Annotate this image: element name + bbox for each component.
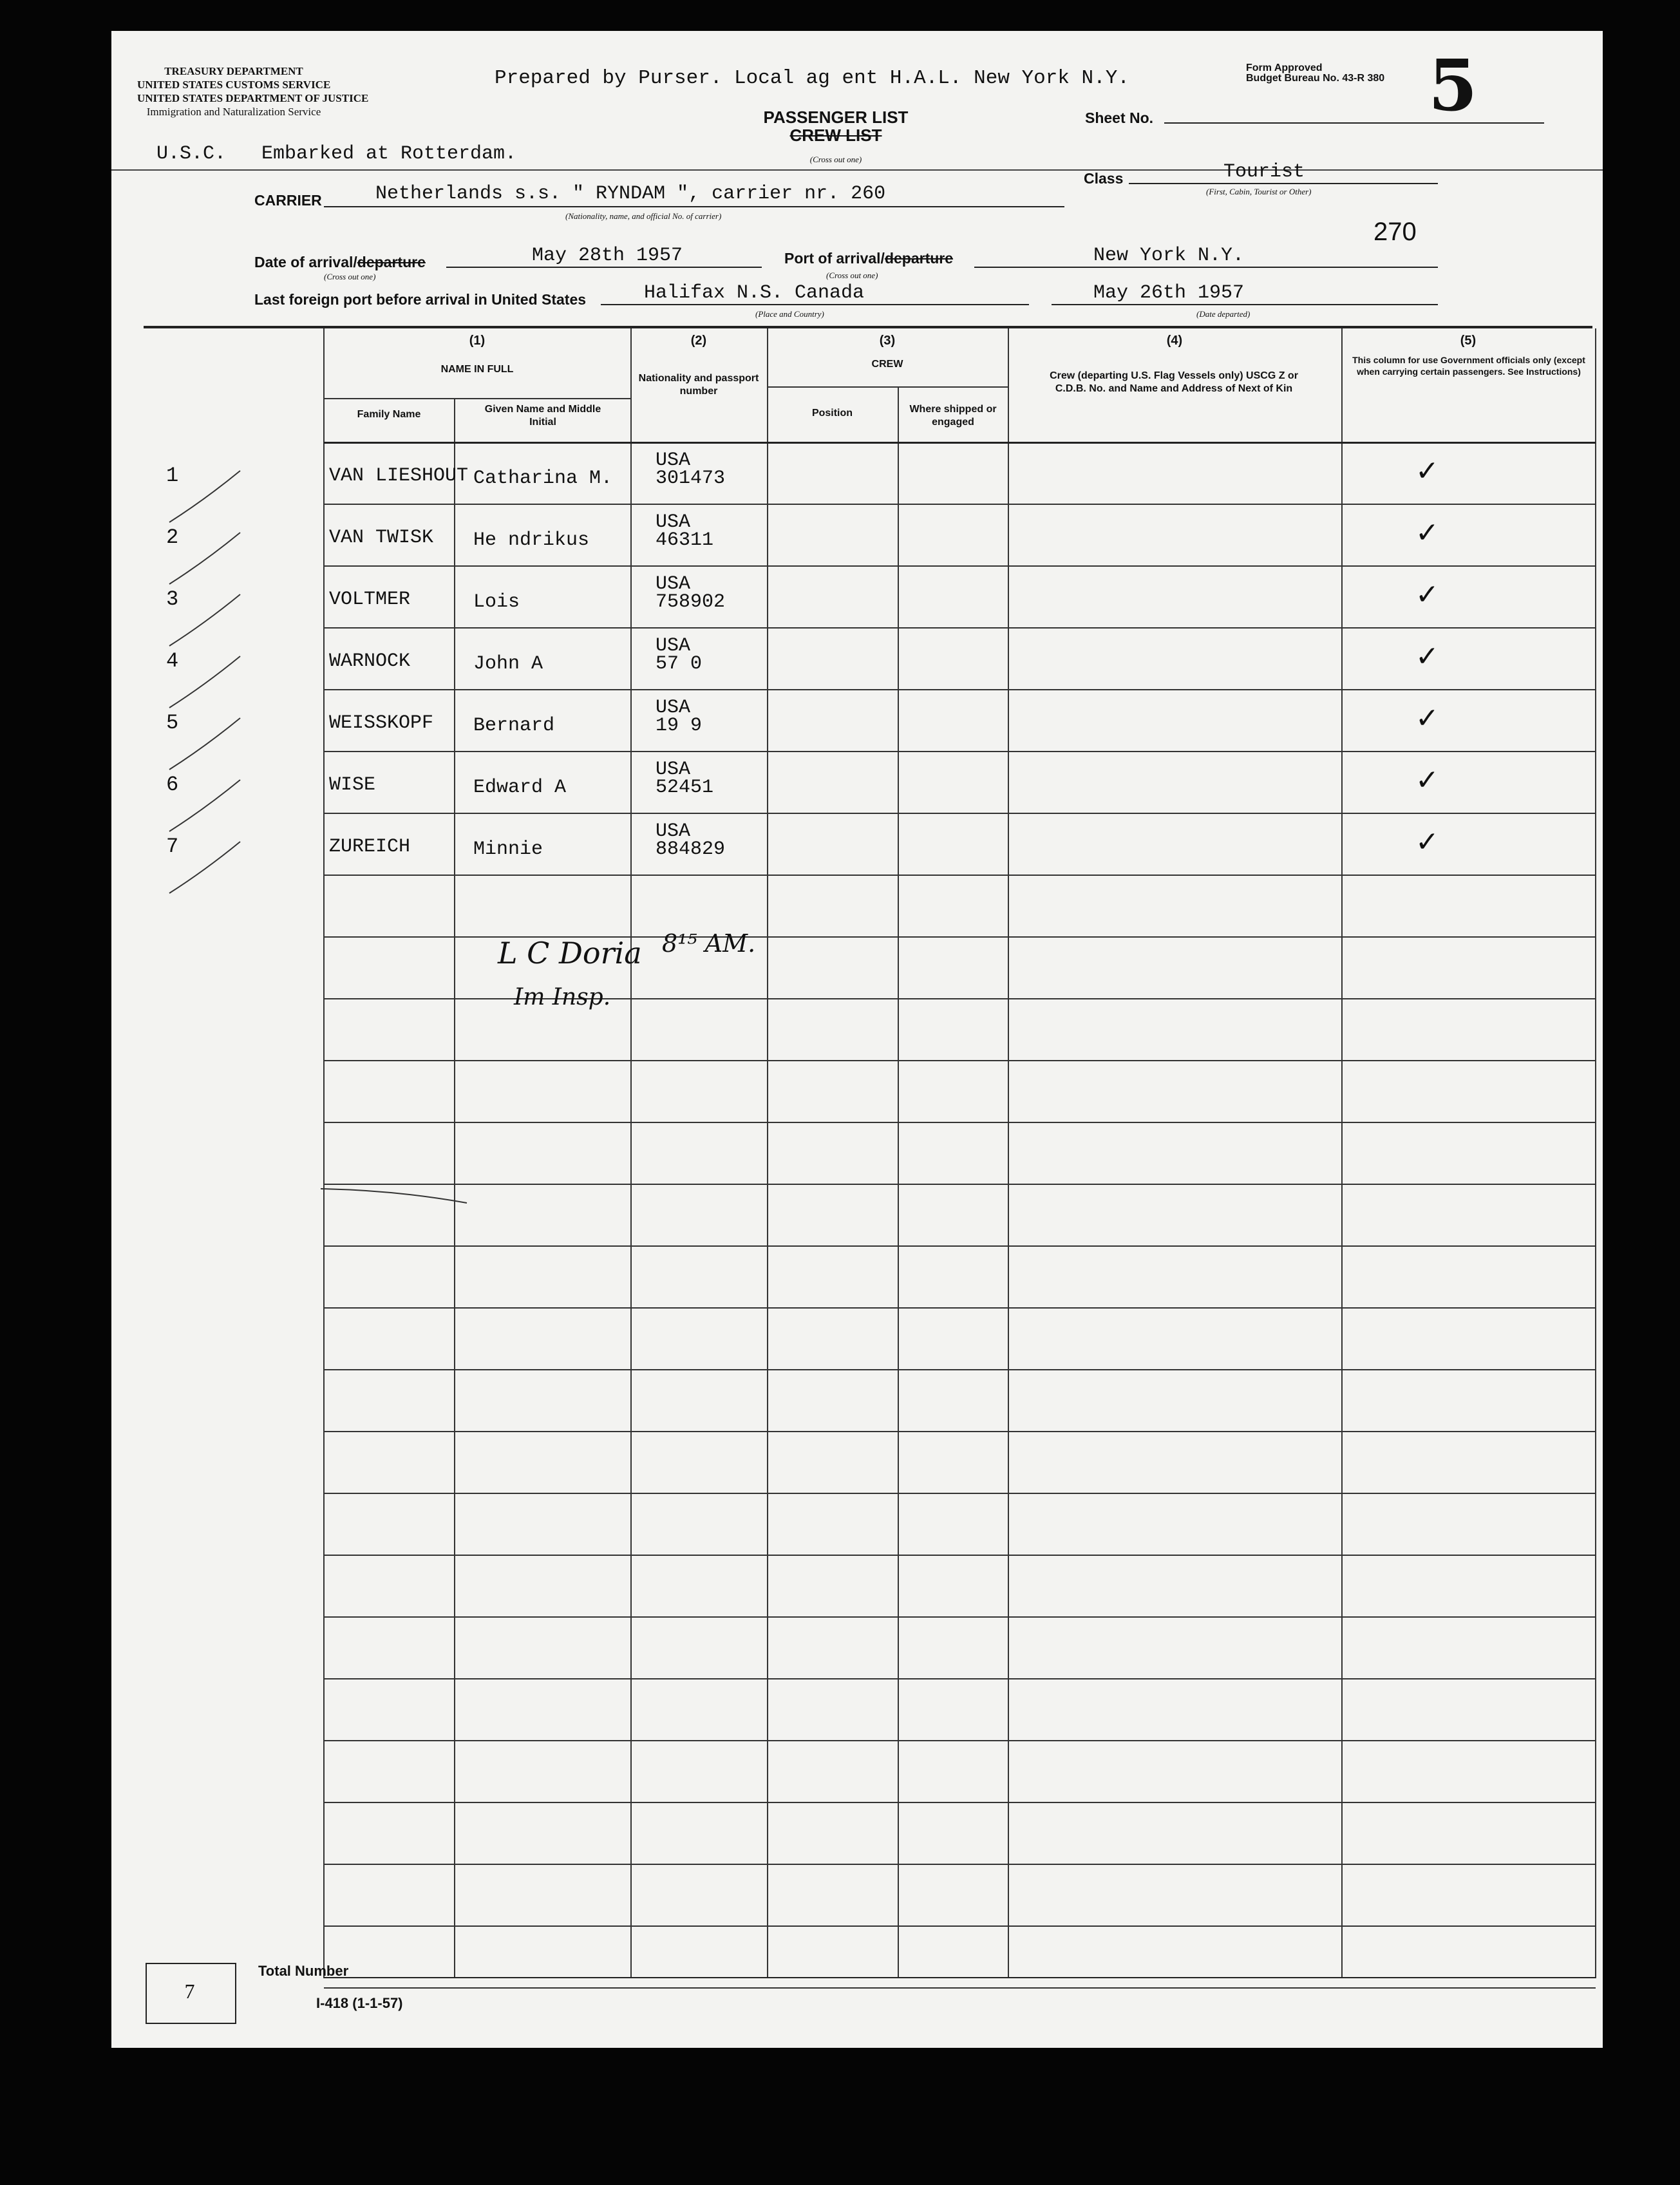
row-strike-mark xyxy=(166,838,243,896)
date-line xyxy=(446,267,762,268)
inspector-signature: L C Doria xyxy=(498,936,642,970)
passport-cell: 52451 xyxy=(656,777,714,799)
family-name-cell: VAN TWISK xyxy=(329,527,434,549)
row-line xyxy=(324,504,1596,505)
given-name-cell: He ndrikus xyxy=(473,529,590,551)
given-name-cell: Lois xyxy=(473,591,520,613)
col3-number: (3) xyxy=(879,334,896,348)
passport-cell: 57 0 xyxy=(656,653,703,675)
row-strike-mark xyxy=(166,591,243,649)
form-approved-text: Form Approved xyxy=(1246,62,1323,73)
nationality-cell: USA xyxy=(656,759,691,780)
row-strike-mark xyxy=(166,715,243,773)
agency-line: UNITED STATES DEPARTMENT OF JUSTICE xyxy=(137,92,369,104)
approval-checkmark: ✓ xyxy=(1415,640,1439,673)
row-line xyxy=(324,1184,1596,1185)
row-line xyxy=(324,689,1596,690)
passport-cell: 301473 xyxy=(656,468,726,489)
row-line xyxy=(324,1987,1596,1989)
total-label: Total Number xyxy=(258,1963,349,1979)
col3-title: CREW xyxy=(871,359,903,370)
date-label-arrival: Date of arrival/ xyxy=(254,254,357,270)
row-line xyxy=(324,1678,1596,1679)
sheet-big-number: 5 xyxy=(1428,44,1478,127)
carrier-line xyxy=(324,206,1064,207)
class-line xyxy=(1129,183,1438,184)
col-divider-crew xyxy=(1008,328,1009,1978)
approval-checkmark: ✓ xyxy=(1415,826,1439,858)
port-value: New York N.Y. xyxy=(1093,245,1245,267)
row-number: 6 xyxy=(166,773,179,797)
stamp-number: 270 xyxy=(1373,218,1417,246)
carrier-value: Netherlands s.s. " RYNDAM ", carrier nr. 260 xyxy=(375,183,886,205)
row-line xyxy=(324,1802,1596,1803)
given-name-cell: Catharina M. xyxy=(473,468,613,489)
row-line xyxy=(324,1925,1596,1927)
form-approved xyxy=(1246,63,1384,84)
agency-line: TREASURY DEPARTMENT xyxy=(164,65,303,77)
stray-pen-mark xyxy=(317,1184,472,1209)
approval-checkmark: ✓ xyxy=(1415,455,1439,487)
row-line xyxy=(324,1245,1596,1247)
row-line xyxy=(324,1616,1596,1618)
row-line xyxy=(324,875,1596,876)
row-strike-mark xyxy=(166,468,243,525)
class-label: Class xyxy=(1084,170,1124,187)
last-port-caption: (Place and Country) xyxy=(755,309,824,319)
inspector-title: Im Insp. xyxy=(514,984,611,1010)
approval-checkmark: ✓ xyxy=(1415,578,1439,611)
col1-title: NAME IN FULL xyxy=(440,364,514,375)
family-name-cell: WEISSKOPF xyxy=(329,712,434,734)
nationality-cell: USA xyxy=(656,573,691,595)
class-caption: (First, Cabin, Tourist or Other) xyxy=(1206,187,1312,196)
given-name-cell: Edward A xyxy=(473,777,567,799)
sheet-no-line xyxy=(1164,122,1544,124)
approval-checkmark: ✓ xyxy=(1415,516,1439,549)
passport-cell: 758902 xyxy=(656,591,726,613)
row-line xyxy=(324,1740,1596,1741)
nationality-cell: USA xyxy=(656,820,691,842)
date-cross-caption: (Cross out one) xyxy=(324,272,376,281)
header-rule xyxy=(111,169,1603,171)
date-label xyxy=(254,254,426,271)
last-port-label: Last foreign port before arrival in United States xyxy=(254,291,587,308)
given-name-header: Given Name and Middle Initial xyxy=(484,404,601,428)
date-label-departure: departure xyxy=(357,254,426,270)
col5-title: This column for use Government officials only (except when carrying certain passengers. See Instructions) xyxy=(1352,355,1585,377)
row-strike-mark xyxy=(166,777,243,835)
row-number: 4 xyxy=(166,649,179,673)
date-departed-value: May 26th 1957 xyxy=(1093,282,1245,304)
col2-number: (2) xyxy=(690,334,707,348)
agency-line: Immigration and Naturalization Service xyxy=(146,106,321,118)
row-line xyxy=(324,1307,1596,1309)
col4-number: (4) xyxy=(1166,334,1183,348)
row-line xyxy=(324,565,1596,567)
budget-bureau: Budget Bureau No. 43-R 380 xyxy=(1246,73,1385,84)
row-line xyxy=(324,751,1596,752)
row-line xyxy=(324,1864,1596,1865)
col2-title: Nationality and passport number xyxy=(638,373,759,397)
family-name-cell: WISE xyxy=(329,774,376,796)
last-port-line xyxy=(601,304,1029,305)
row-number: 3 xyxy=(166,587,179,611)
list-type xyxy=(730,108,942,144)
family-name-cell: VAN LIESHOUT xyxy=(329,465,469,487)
row-line xyxy=(324,627,1596,629)
sheet-no-label: Sheet No. xyxy=(1085,109,1154,126)
carrier-caption: (Nationality, name, and official No. of carrier) xyxy=(565,211,722,221)
total-value: 7 xyxy=(184,1980,195,2003)
header-bottom-rule xyxy=(324,442,1596,444)
passport-cell: 884829 xyxy=(656,838,726,860)
carrier-label: CARRIER xyxy=(254,192,322,209)
row-line xyxy=(324,1122,1596,1123)
table-left-border xyxy=(323,328,325,1978)
row-number: 1 xyxy=(166,464,179,487)
class-value: Tourist xyxy=(1223,161,1305,183)
nationality-cell: USA xyxy=(656,697,691,719)
date-departed-line xyxy=(1052,304,1438,305)
approval-checkmark: ✓ xyxy=(1415,764,1439,797)
table-top-rule xyxy=(144,326,1592,328)
port-line xyxy=(974,267,1438,268)
date-departed-caption: (Date departed) xyxy=(1196,309,1251,319)
given-name-cell: Minnie xyxy=(473,838,543,860)
col1-number: (1) xyxy=(469,334,486,348)
port-label-departure: departure xyxy=(884,250,954,267)
signature-time: 8¹⁵ AM. xyxy=(662,929,756,958)
passenger-list-title: PASSENGER LIST xyxy=(763,108,909,127)
table-bottom-rule xyxy=(324,1977,1596,1978)
nationality-cell: USA xyxy=(656,511,691,533)
passport-cell: 46311 xyxy=(656,529,714,551)
row-strike-mark xyxy=(166,529,243,587)
form-code: I-418 (1-1-57) xyxy=(316,1995,403,2011)
approval-checkmark: ✓ xyxy=(1415,702,1439,735)
passport-cell: 19 9 xyxy=(656,715,703,737)
row-number: 2 xyxy=(166,525,179,549)
port-cross-caption: (Cross out one) xyxy=(826,270,878,280)
row-line xyxy=(324,1060,1596,1061)
row-line xyxy=(324,1369,1596,1370)
row-number: 7 xyxy=(166,835,179,858)
nationality-cell: USA xyxy=(656,635,691,657)
given-name-cell: Bernard xyxy=(473,715,555,737)
port-label-arrival: Port of arrival/ xyxy=(784,250,885,267)
crew-subheader-rule xyxy=(767,386,1008,388)
table-right-border xyxy=(1595,328,1596,1978)
family-name-cell: VOLTMER xyxy=(329,589,411,610)
row-line xyxy=(324,1555,1596,1556)
row-line xyxy=(324,813,1596,814)
prepared-by: Prepared by Purser. Local ag ent H.A.L. New York N.Y. xyxy=(495,67,1129,90)
row-number: 5 xyxy=(166,711,179,735)
last-port-value: Halifax N.S. Canada xyxy=(644,282,865,304)
col-divider-nationality xyxy=(767,328,768,1978)
where-shipped-header: Where shipped or engaged xyxy=(909,404,997,428)
family-name-header: Family Name xyxy=(357,409,421,420)
name-subheader-rule xyxy=(324,398,630,399)
crew-list-title: CREW LIST xyxy=(789,126,882,145)
passenger-list-sheet xyxy=(111,31,1603,2048)
position-header: Position xyxy=(811,408,853,419)
date-value: May 28th 1957 xyxy=(532,245,683,267)
family-name-cell: WARNOCK xyxy=(329,650,411,672)
agency-line: UNITED STATES CUSTOMS SERVICE xyxy=(137,79,331,91)
given-name-cell: John A xyxy=(473,653,543,675)
nationality-cell: USA xyxy=(656,449,691,471)
row-line xyxy=(324,1431,1596,1432)
embarked-at: Embarked at Rotterdam. xyxy=(261,143,517,165)
col-divider-next-of-kin xyxy=(1341,328,1343,1978)
col4-title: Crew (departing U.S. Flag Vessels only) USCG Z or C.D.B. No. and Name and Address of Next of Kin xyxy=(1050,370,1298,394)
col-divider-name xyxy=(630,328,632,1978)
port-label xyxy=(784,250,953,267)
row-line xyxy=(324,1493,1596,1494)
family-name-cell: ZUREICH xyxy=(329,836,411,858)
col5-number: (5) xyxy=(1460,334,1477,348)
row-strike-mark xyxy=(166,653,243,711)
usc-code: U.S.C. xyxy=(156,143,227,165)
cross-out-caption: (Cross out one) xyxy=(809,155,862,164)
agency-header xyxy=(137,64,369,118)
